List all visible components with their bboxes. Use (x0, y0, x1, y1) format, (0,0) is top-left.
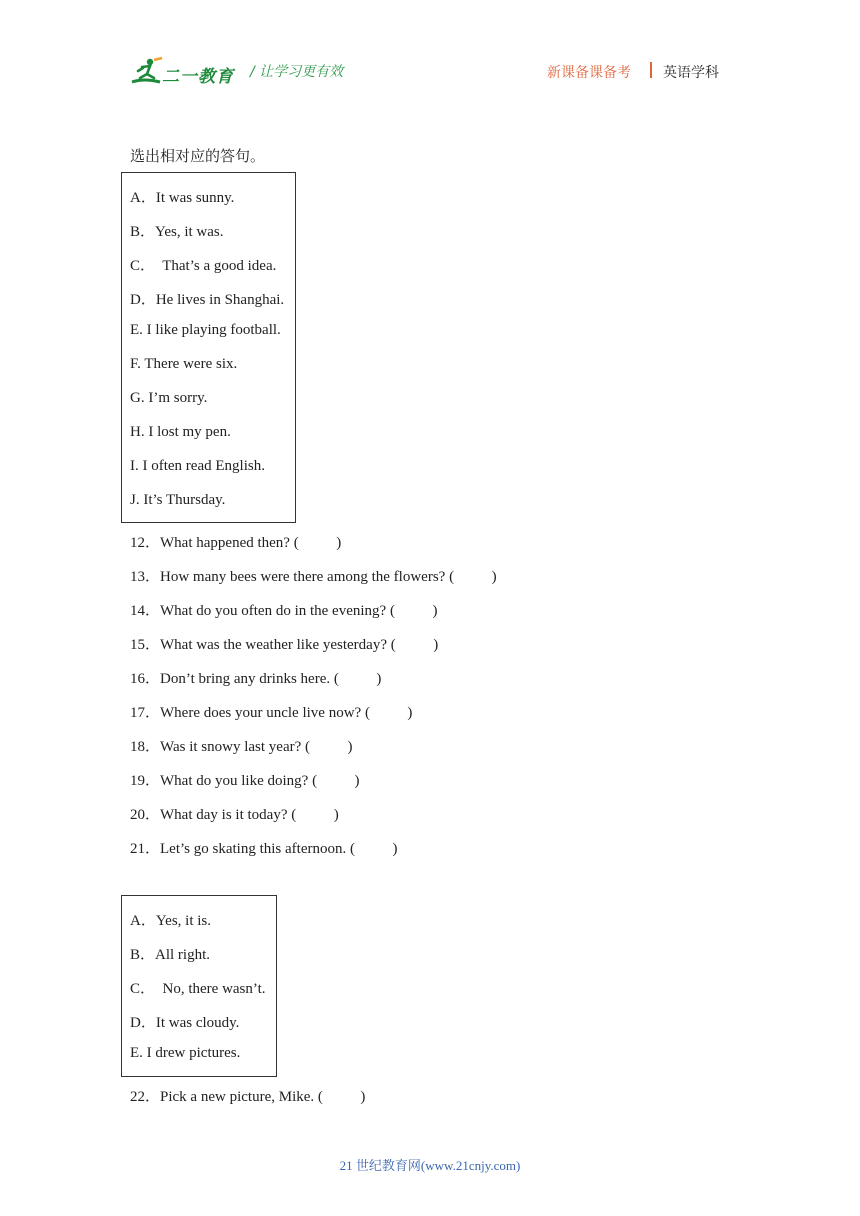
question-item (130, 769, 360, 790)
option-item: A．It was sunny. (130, 190, 235, 206)
question-item (130, 803, 339, 824)
question-item (130, 1085, 365, 1106)
question-item (130, 735, 353, 756)
answer-options-box-1 (121, 172, 296, 523)
question-text: What do you often do in the evening? ( ) (160, 603, 438, 619)
option-item: E. I like playing football. (130, 322, 281, 338)
question-text: Where does your uncle live now? ( ) (160, 705, 413, 721)
option-item: B．Yes, it was. (130, 224, 224, 240)
option-item: D．He lives in Shanghai. (130, 292, 285, 308)
option-item: B．All right. (130, 947, 211, 963)
question-text: What do you like doing? ( ) (160, 773, 360, 789)
page-header (0, 0, 860, 110)
option-item: J. It’s Thursday. (130, 492, 226, 508)
question-text: Let’s go skating this afternoon. ( ) (160, 841, 398, 857)
slogan: / 让学习更有效 (250, 64, 344, 80)
option-item: H. I lost my pen. (130, 424, 231, 440)
instruction-text: 选出相对应的答句。 (130, 147, 266, 165)
option-item: C． No, there wasn’t. (130, 981, 266, 997)
question-number: 17． (130, 705, 161, 721)
question-number: 13． (130, 569, 161, 585)
logo (130, 56, 240, 88)
tag-divider (650, 62, 652, 78)
option-item: E. I drew pictures. (130, 1045, 241, 1061)
question-number: 12． (130, 535, 161, 551)
course-tag: 新课备课备考 (547, 65, 631, 81)
question-text: Was it snowy last year? ( ) (160, 739, 353, 755)
question-text: Pick a new picture, Mike. ( ) (160, 1089, 366, 1105)
option-item: A．Yes, it is. (130, 913, 211, 929)
runner-logo-icon (130, 56, 164, 88)
question-item (130, 837, 397, 858)
question-item (130, 531, 341, 552)
option-item: I. I often read English. (130, 458, 265, 474)
question-number: 19． (130, 773, 161, 789)
option-item: G. I’m sorry. (130, 390, 208, 406)
question-text: How many bees were there among the flowers? ( ) (160, 569, 497, 585)
option-item: D．It was cloudy. (130, 1015, 240, 1031)
question-number: 16． (130, 671, 161, 687)
question-number: 18． (130, 739, 161, 755)
question-number: 21． (130, 841, 161, 857)
question-item (130, 701, 412, 722)
page-footer: 21 世纪教育网(www.21cnjy.com) (339, 1158, 521, 1173)
answer-options-box-2 (121, 895, 277, 1077)
question-item (130, 633, 438, 654)
option-item: C． That’s a good idea. (130, 258, 277, 274)
question-item (130, 667, 381, 688)
logo-text: 二一教育 (162, 67, 234, 87)
question-number: 15． (130, 637, 161, 653)
question-number: 14． (130, 603, 161, 619)
question-text: Don’t bring any drinks here. ( ) (160, 671, 382, 687)
question-item (130, 565, 497, 586)
option-item: F. There were six. (130, 356, 238, 372)
subject-tag: 英语学科 (663, 65, 719, 81)
question-text: What day is it today? ( ) (160, 807, 339, 823)
question-item (130, 599, 437, 620)
question-text: What happened then? ( ) (160, 535, 342, 551)
question-number: 22． (130, 1089, 161, 1105)
question-text: What was the weather like yesterday? ( ) (160, 637, 439, 653)
question-number: 20． (130, 807, 161, 823)
